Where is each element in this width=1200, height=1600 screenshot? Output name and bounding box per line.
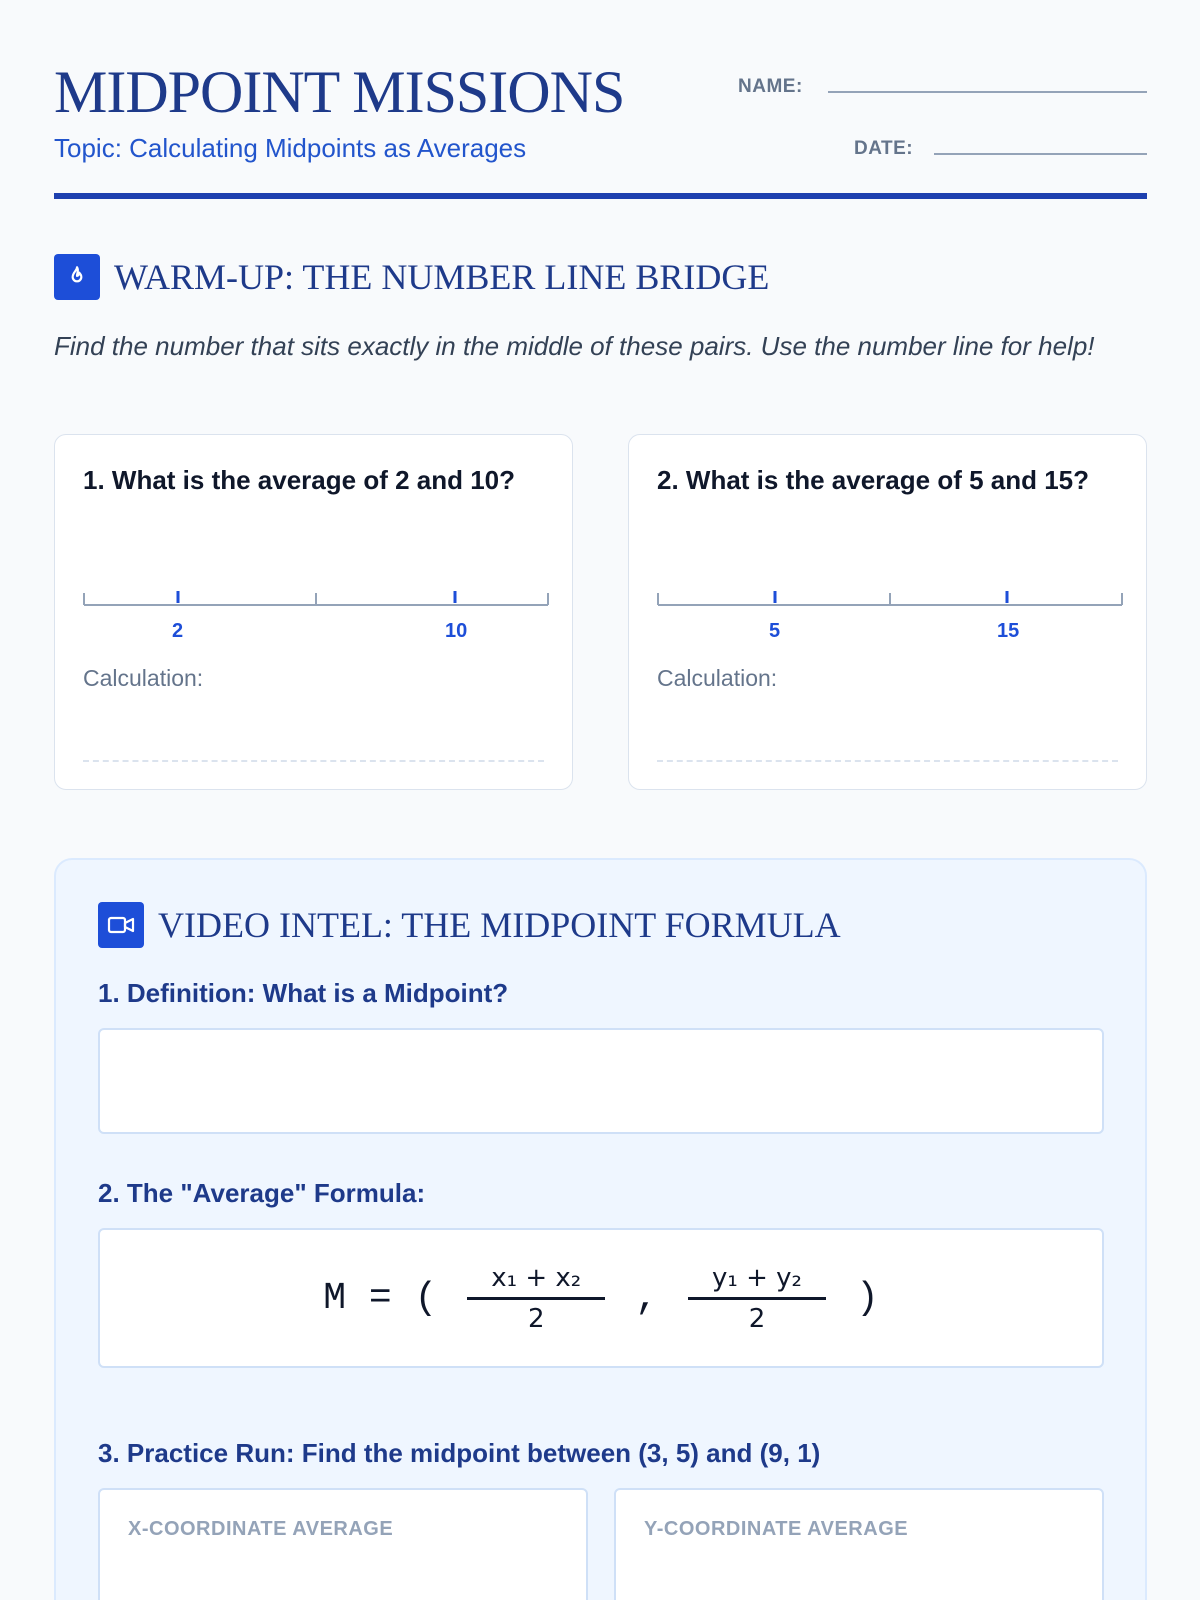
warmup-title: WARM-UP: THE NUMBER LINE BRIDGE <box>114 257 770 297</box>
formula-x-fraction <box>467 1263 605 1334</box>
date-field[interactable] <box>934 153 1147 155</box>
answer-line[interactable] <box>83 760 544 762</box>
practice-question: 3. Practice Run: Find the midpoint between (3, 5) and (9, 1) <box>98 1438 821 1468</box>
video-intel-section <box>54 858 1147 1600</box>
formula-question: 2. The "Average" Formula: <box>98 1178 426 1208</box>
warmup-card-2 <box>628 434 1147 790</box>
x-average-box[interactable] <box>98 1488 588 1600</box>
x-numerator: x₁ + x₂ <box>467 1263 605 1300</box>
y-average-label: Y-COORDINATE AVERAGE <box>644 1518 909 1540</box>
card-question: 2. What is the average of 5 and 15? <box>657 465 1090 495</box>
number-line-high-label: 15 <box>997 620 1020 642</box>
number-line <box>83 585 549 645</box>
formula-rhs: ) <box>855 1276 879 1320</box>
video-heading <box>98 902 841 948</box>
formula-comma: , <box>635 1276 659 1320</box>
worksheet-page <box>54 0 1147 1540</box>
warmup-card-1 <box>54 434 573 790</box>
card-question: 1. What is the average of 2 and 10? <box>83 465 516 495</box>
y-average-box[interactable] <box>614 1488 1104 1600</box>
header-divider <box>54 193 1147 199</box>
date-label: DATE: <box>854 138 914 159</box>
flame-icon <box>54 254 100 300</box>
calculation-label: Calculation: <box>83 665 204 691</box>
number-line-low-label: 5 <box>769 620 781 642</box>
definition-question: 1. Definition: What is a Midpoint? <box>98 978 509 1008</box>
answer-line[interactable] <box>657 760 1118 762</box>
midpoint-formula <box>100 1230 1102 1366</box>
x-average-label: X-COORDINATE AVERAGE <box>128 1518 394 1540</box>
number-line-low-label: 2 <box>172 620 184 642</box>
x-denominator: 2 <box>527 1303 545 1334</box>
y-denominator: 2 <box>748 1303 766 1334</box>
warmup-instructions: Find the number that sits exactly in the middle of these pairs. Use the number line for help! <box>54 331 1095 361</box>
page-subtitle: Topic: Calculating Midpoints as Averages <box>54 133 527 163</box>
calculation-label: Calculation: <box>657 665 778 691</box>
number-line-high-label: 10 <box>445 620 468 642</box>
number-line <box>657 585 1123 645</box>
name-label: NAME: <box>738 76 803 97</box>
formula-y-fraction <box>688 1263 826 1334</box>
y-numerator: y₁ + y₂ <box>688 1263 826 1300</box>
video-title: VIDEO INTEL: THE MIDPOINT FORMULA <box>158 905 841 945</box>
definition-answer-box[interactable] <box>98 1028 1104 1134</box>
page-title: MIDPOINT MISSIONS <box>54 59 625 125</box>
formula-lhs: M = ( <box>323 1276 438 1320</box>
video-camera-icon <box>98 902 144 948</box>
warmup-heading <box>54 254 769 300</box>
formula-box <box>98 1228 1104 1368</box>
name-field[interactable] <box>828 91 1147 93</box>
worksheet-header <box>54 0 1147 200</box>
